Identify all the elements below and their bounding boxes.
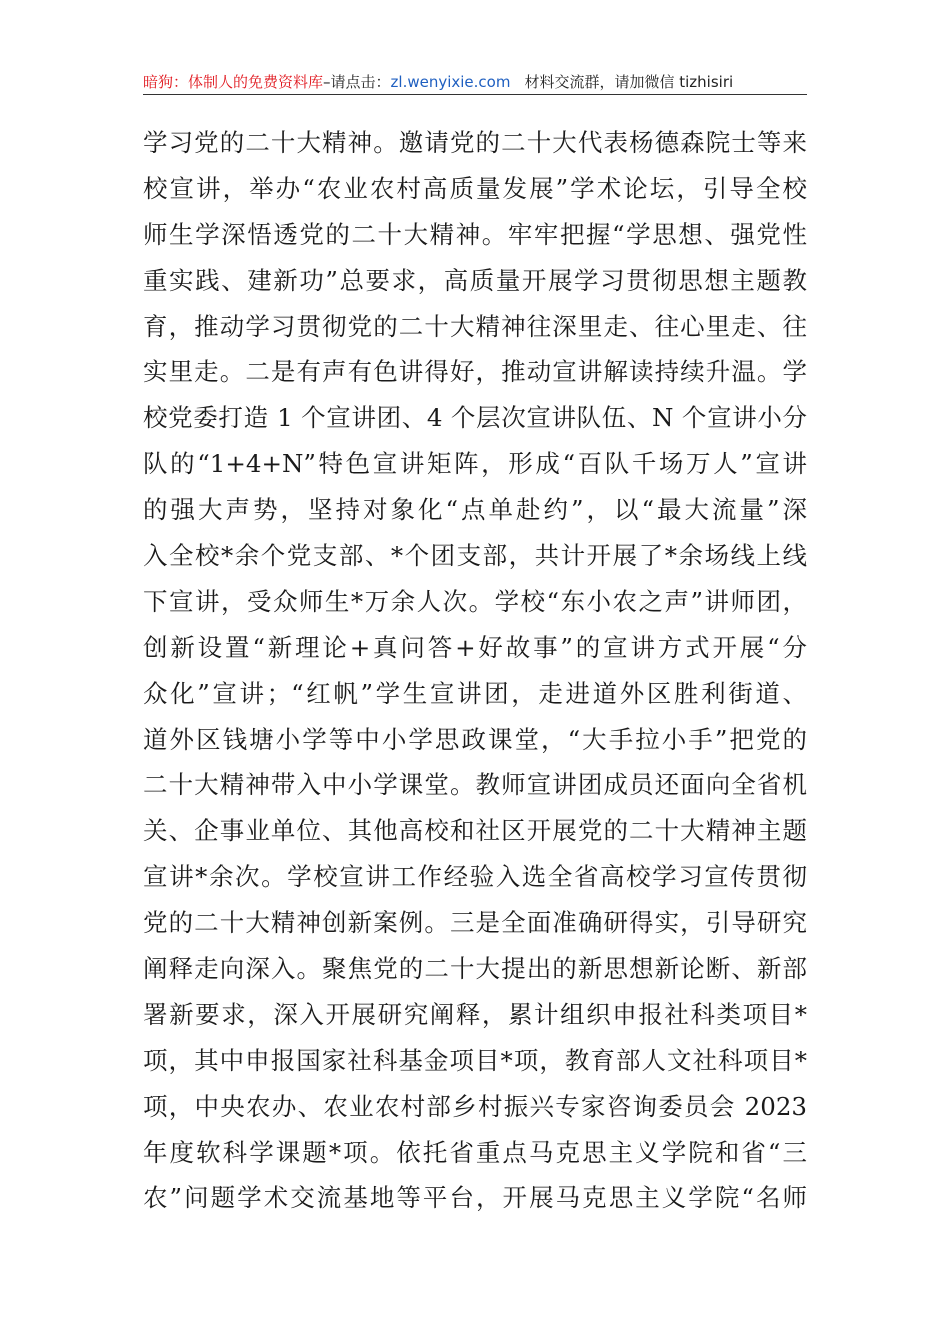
text-line: 创新设置“新理论+真问答+好故事”的宣讲方式开展“分: [143, 632, 807, 662]
text-line: 校党委打造 1 个宣讲团、4 个层次宣讲队伍、N 个宣讲小分: [143, 403, 807, 433]
text-line: 农”问题学术交流基地等平台，开展马克思主义学院“名师: [143, 1183, 807, 1213]
contact-info: 材料交流群，请加微信 tizhisiri: [524, 73, 734, 91]
text-line: 项，中央农办、农业农村部乡村振兴专家咨询委员会 2023: [143, 1091, 807, 1121]
site-name[interactable]: 暗狗：体制人的免费资料库: [143, 73, 324, 91]
text-line: 二十大精神带入中小学课堂。教师宣讲团成员还面向全省机: [143, 770, 807, 800]
text-line: 入全校*余个党支部、*个团支部，共计开展了*余场线上线: [143, 541, 807, 571]
text-line: 校宣讲，举办“农业农村高质量发展”学术论坛，引导全校: [143, 173, 807, 203]
text-line: 学习党的二十大精神。邀请党的二十大代表杨德森院士等来: [143, 128, 807, 157]
site-url-link[interactable]: zl.wenyixie.com: [390, 73, 511, 91]
page-header: [143, 70, 807, 94]
header-divider: [143, 94, 807, 95]
text-line: 下宣讲，受众师生*万余人次。学校“东小农之声”讲师团，: [143, 586, 807, 616]
text-line: 年度软科学课题*项。依托省重点马克思主义学院和省“三: [143, 1137, 807, 1167]
text-line: 队的“1+4+N”特色宣讲矩阵，形成“百队千场万人”宣讲: [143, 449, 807, 479]
text-line: 众化”宣讲；“红帆”学生宣讲团，走进道外区胜利街道、: [143, 678, 807, 708]
text-line: 关、企事业单位、其他高校和社区开展党的二十大精神主题: [143, 816, 807, 846]
document-body: [143, 120, 807, 1221]
text-line: 道外区钱塘小学等中小学思政课堂，“大手拉小手”把党的: [143, 724, 807, 754]
click-prompt: –请点击：: [323, 73, 391, 91]
text-line: 的强大声势，坚持对象化“点单赴约”，以“最大流量”深: [143, 495, 807, 525]
text-line: 阐释走向深入。聚焦党的二十大提出的新思想新论断、新部: [143, 954, 807, 984]
text-line: 党的二十大精神创新案例。三是全面准确研得实，引导研究: [143, 908, 807, 938]
text-line: 师生学深悟透党的二十大精神。牢牢把握“学思想、强党性: [143, 219, 807, 249]
text-line: 重实践、建新功”总要求，高质量开展学习贯彻思想主题教: [143, 265, 807, 295]
text-line: 项，其中申报国家社科基金项目*项，教育部人文社科项目*: [143, 1045, 807, 1075]
text-line: 署新要求，深入开展研究阐释，累计组织申报社科类项目*: [143, 999, 807, 1029]
text-line: 育，推动学习贯彻党的二十大精神往深里走、往心里走、往: [143, 311, 807, 341]
text-line: 宣讲*余次。学校宣讲工作经验入选全省高校学习宣传贯彻: [143, 862, 807, 892]
text-line: 实里走。二是有声有色讲得好，推动宣讲解读持续升温。学: [143, 357, 807, 387]
